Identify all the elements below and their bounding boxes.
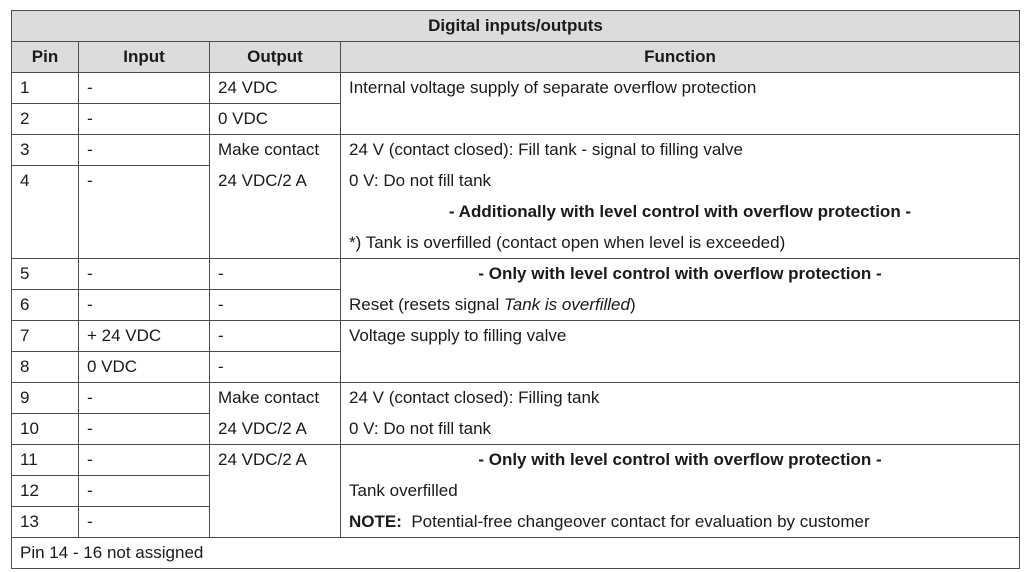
function-subheading: - Additionally with level control with overflow protection -	[341, 197, 1020, 228]
table-row	[12, 135, 1020, 166]
input-cell: -	[79, 383, 210, 414]
reset-suffix: )	[629, 294, 636, 314]
input-cell: -	[79, 166, 210, 259]
table-row	[12, 321, 1020, 352]
function-line: Tank overfilled	[341, 476, 1020, 507]
function-line: 0 V: Do not fill tank	[341, 166, 1020, 197]
output-cell: Make contact	[210, 383, 341, 414]
output-cell: -	[210, 290, 341, 321]
function-subheading: - Only with level control with overflow protection -	[341, 445, 1020, 476]
pin-cell: 2	[12, 104, 79, 135]
pin-cell: 13	[12, 507, 79, 538]
header-output: Output	[210, 42, 341, 73]
pin-cell: 4	[12, 166, 79, 259]
pin-cell: 12	[12, 476, 79, 507]
header-row	[12, 42, 1020, 73]
reset-signal-name: Tank is overfilled	[503, 294, 630, 314]
input-cell: -	[79, 290, 210, 321]
reset-prefix: Reset (resets signal	[349, 294, 504, 314]
table-row	[12, 383, 1020, 414]
pin-cell: 3	[12, 135, 79, 166]
input-cell: -	[79, 135, 210, 166]
output-cell: -	[210, 352, 341, 383]
header-function: Function	[341, 42, 1020, 73]
function-line	[341, 290, 1020, 321]
input-cell: -	[79, 104, 210, 135]
function-line: 24 V (contact closed): Fill tank - signal to filling valve	[341, 135, 1020, 166]
input-cell: -	[79, 414, 210, 445]
pin-cell: 1	[12, 73, 79, 104]
input-cell: -	[79, 73, 210, 104]
function-line	[341, 507, 1020, 538]
output-cell: 0 VDC	[210, 104, 341, 135]
output-cell: 24 VDC/2 A	[210, 414, 341, 445]
output-cell: 24 VDC/2 A	[210, 166, 341, 259]
output-cell: 24 VDC	[210, 73, 341, 104]
pin-cell: 6	[12, 290, 79, 321]
table-row	[12, 476, 1020, 507]
digital-io-table	[11, 10, 1020, 569]
function-subheading: - Only with level control with overflow protection -	[341, 259, 1020, 290]
input-cell: -	[79, 259, 210, 290]
function-cell: Internal voltage supply of separate overflow protection	[341, 73, 1020, 135]
output-cell: -	[210, 259, 341, 290]
function-cell: Voltage supply to filling valve	[341, 321, 1020, 383]
table-row	[12, 290, 1020, 321]
footer-row	[12, 538, 1020, 569]
function-line: 0 V: Do not fill tank	[341, 414, 1020, 445]
table-row	[12, 73, 1020, 104]
pin-cell: 5	[12, 259, 79, 290]
table-row	[12, 507, 1020, 538]
function-line: 24 V (contact closed): Filling tank	[341, 383, 1020, 414]
input-cell: + 24 VDC	[79, 321, 210, 352]
input-cell: 0 VDC	[79, 352, 210, 383]
function-line: *) Tank is overfilled (contact open when level is exceeded)	[341, 228, 1020, 259]
table-row	[12, 414, 1020, 445]
table-row	[12, 259, 1020, 290]
pin-cell: 8	[12, 352, 79, 383]
pin-cell: 9	[12, 383, 79, 414]
header-input: Input	[79, 42, 210, 73]
table-title: Digital inputs/outputs	[12, 11, 1020, 42]
input-cell: -	[79, 507, 210, 538]
table-row	[12, 445, 1020, 476]
table-footer-note: Pin 14 - 16 not assigned	[12, 538, 1020, 569]
output-cell: 24 VDC/2 A	[210, 445, 341, 538]
output-cell: Make contact	[210, 135, 341, 166]
header-pin: Pin	[12, 42, 79, 73]
pin-cell: 10	[12, 414, 79, 445]
note-text: Potential-free changeover contact for evaluation by customer	[411, 511, 870, 531]
input-cell: -	[79, 445, 210, 476]
input-cell: -	[79, 476, 210, 507]
table-row	[12, 166, 1020, 197]
pin-cell: 7	[12, 321, 79, 352]
output-cell: -	[210, 321, 341, 352]
pin-cell: 11	[12, 445, 79, 476]
note-label: NOTE:	[349, 511, 402, 531]
